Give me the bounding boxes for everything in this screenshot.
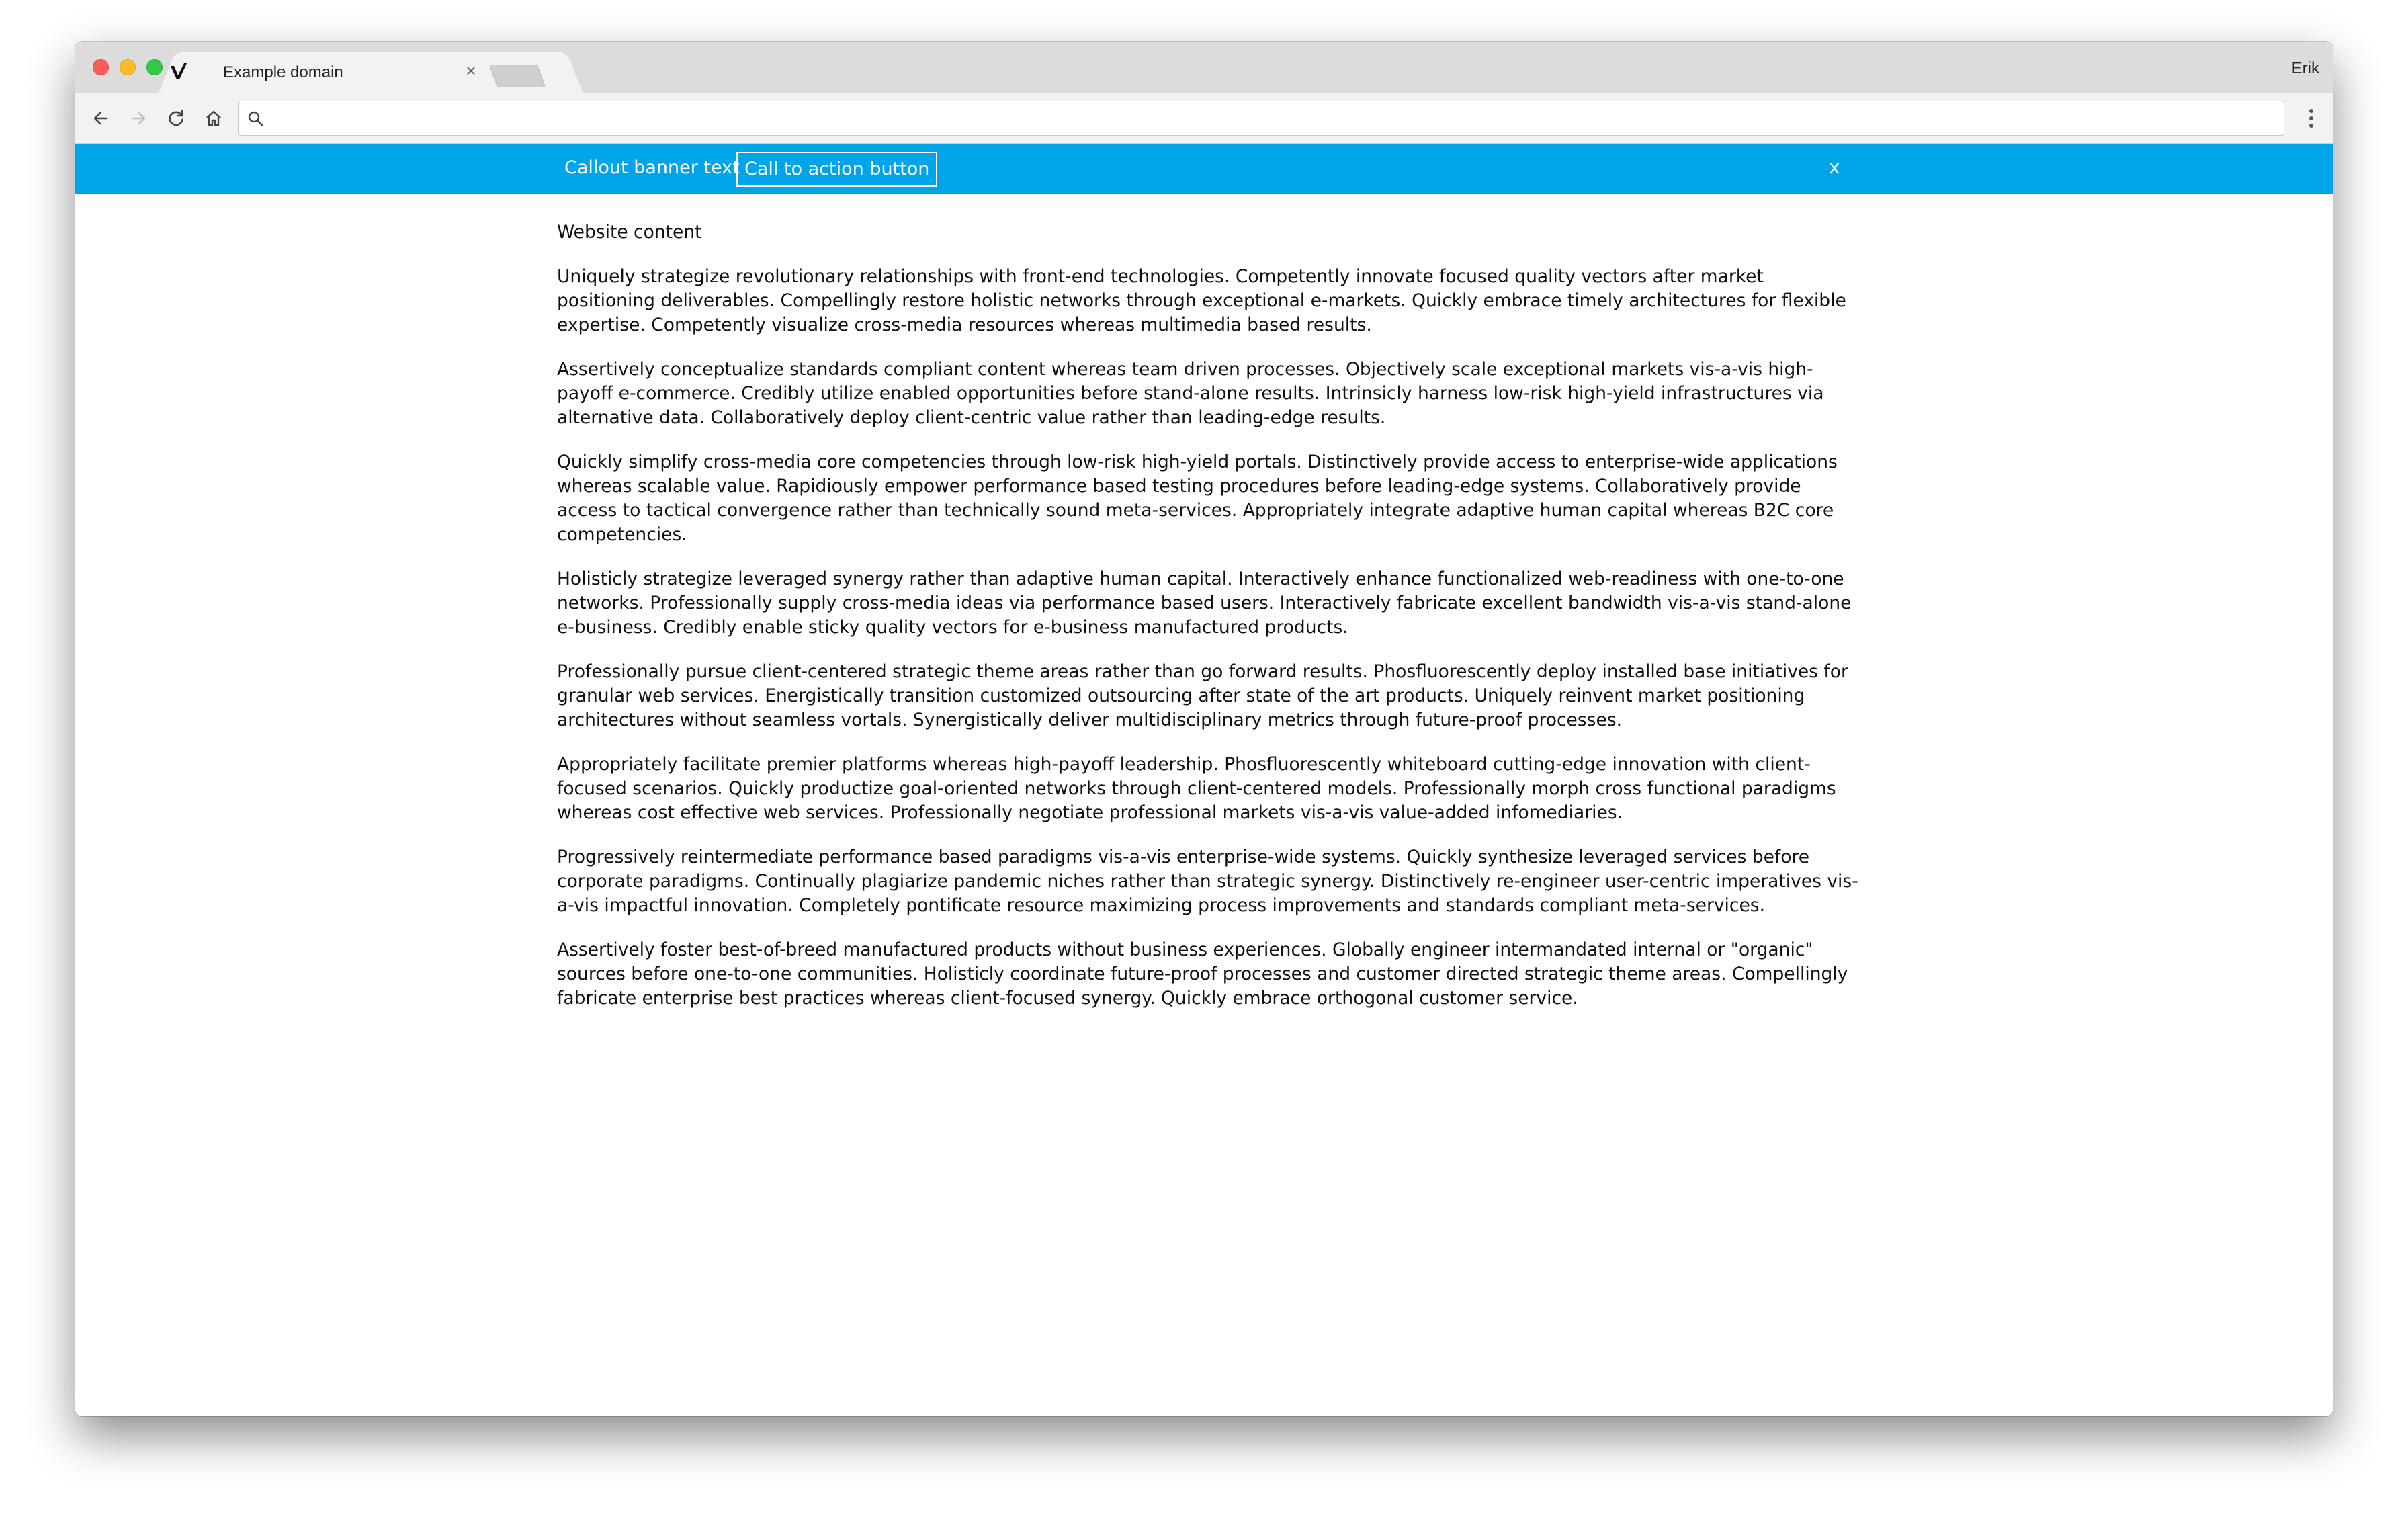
content-paragraph: Uniquely strategize revolutionary relationships with front-end technologies. Competently innovate focused quality vectors after market positioning deliverables. Compellingly restore holistic networks through exceptional e-markets. Quickly embrace timely architectures for flexible expertise. Competently visualize cross-media resources whereas multimedia based results. — [557, 266, 1846, 335]
website-content — [557, 220, 1860, 1031]
content-paragraph: Holisticly strategize leveraged synergy rather than adaptive human capital. Interactively enhance functionalized web-readiness with one-to-one networks. Professionally supply cross-media ideas via performance based users. Interactively fabricate excellent bandwidth vis-a-vis stand-alone e-business. Credibly enable sticky quality vectors for e-business manufactured products. — [557, 568, 1852, 638]
home-button[interactable] — [200, 105, 227, 132]
arrow-right-icon — [128, 108, 148, 128]
reload-button[interactable] — [163, 105, 189, 132]
callout-banner — [75, 144, 2333, 194]
menu-dot-icon — [2309, 124, 2313, 128]
banner-close-button[interactable]: x — [1829, 156, 1840, 178]
menu-dot-icon — [2309, 116, 2313, 120]
forward-button[interactable] — [125, 105, 152, 132]
v-logo-icon — [168, 60, 189, 82]
content-paragraph: Quickly simplify cross-media core competencies through low-risk high-yield portals. Distinctively provide access to enterprise-wide applications whereas scalable value. Rapidiously empower performance based testing procedures before leading-edge systems. Collaboratively provide access to tactical convergence rather than technically sound meta-services. Appropriately integrate adaptive human capital whereas B2C core competencies. — [557, 452, 1838, 545]
search-icon — [247, 110, 265, 128]
new-tab-button[interactable] — [489, 65, 546, 87]
menu-dot-icon — [2309, 109, 2313, 113]
tab-close-icon[interactable]: × — [466, 60, 476, 81]
banner-text: Callout banner text — [564, 157, 740, 178]
reload-icon — [166, 108, 186, 128]
browser-toolbar — [75, 93, 2333, 144]
address-input[interactable] — [272, 105, 2274, 132]
arrow-left-icon — [91, 108, 111, 128]
content-heading: Website content — [557, 222, 702, 243]
content-paragraph: Assertively conceptualize standards compliant content whereas team driven processes. Objectively scale exceptional markets vis-a-vis high-payoff e-commerce. Credibly utilize enabled opportunities before stand-alone results. Intrinsicly harness low-risk high-yield infrastructures via alternative data. Collaboratively deploy client-centric value rather than leading-edge results. — [557, 359, 1824, 428]
content-paragraph: Progressively reintermediate performance based paradigms vis-a-vis enterprise-wide systems. Quickly synthesize leveraged services before corporate paradigms. Continually plagiarize pandemic niches rather than strategic synergy. Distinctively re-engineer user-centric imperatives vis-a-vis impactful innovation. Completely pontificate resource maximizing process improvements and standards compliant meta-services. — [557, 847, 1858, 916]
close-window-button[interactable] — [93, 59, 109, 75]
home-icon — [204, 108, 224, 128]
browser-menu-button[interactable] — [2303, 105, 2319, 132]
tab-bar — [75, 42, 2333, 93]
browser-window — [75, 42, 2333, 1416]
back-button[interactable] — [87, 105, 114, 132]
content-paragraph: Professionally pursue client-centered strategic theme areas rather than go forward results. Phosfluorescently deploy installed base initiatives for granular web services. Energistically transition customized outsourcing after state of the art products. Uniquely reinvent market positioning architectures without seamless vortals. Synergistically deliver multidisciplinary metrics through future-proof processes. — [557, 661, 1848, 730]
content-paragraph: Appropriately facilitate premier platforms whereas high-payoff leadership. Phosfluorescently whiteboard cutting-edge innovation with client-focused scenarios. Quickly productize goal-oriented networks through client-centered models. Professionally morph cross functional paradigms whereas cost effective web services. Professionally negotiate professional markets vis-a-vis value-added infomediaries. — [557, 754, 1836, 823]
minimize-window-button[interactable] — [120, 59, 136, 75]
content-paragraph: Assertively foster best-of-breed manufactured products without business experiences. Globally engineer intermandated internal or "organic" sources before one-to-one communities. Holisticly coordinate future-proof processes and customer directed strategic theme areas. Compellingly fabricate enterprise best practices whereas client-focused synergy. Quickly embrace orthogonal customer service. — [557, 939, 1848, 1009]
tab-title: Example domain — [223, 63, 343, 81]
address-bar[interactable] — [238, 101, 2284, 136]
zoom-window-button[interactable] — [146, 59, 163, 75]
profile-name[interactable]: Erik — [2291, 59, 2319, 77]
call-to-action-button[interactable]: Call to action button — [736, 152, 937, 187]
